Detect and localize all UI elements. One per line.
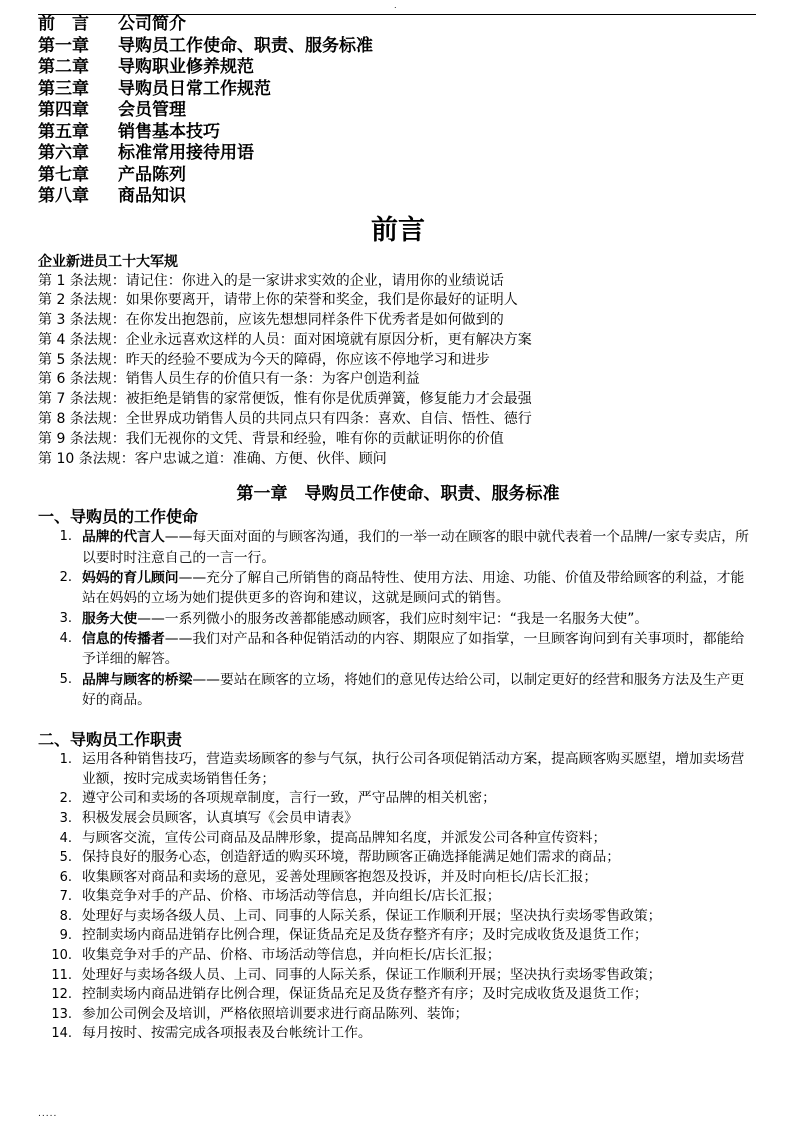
duty-item bbox=[38, 1024, 758, 1044]
item-text: 收集竞争对手的产品、价格、市场活动等信息，并向柜长/店长汇报； bbox=[82, 947, 501, 964]
toc-chapter-number: 第八章 bbox=[38, 186, 89, 206]
item-number: 12. bbox=[51, 987, 72, 1003]
item-number: 5. bbox=[59, 671, 72, 687]
item-text: 控制卖场内商品进销存比例合理，保证货品充足及货存整齐有序；及时完成收货及退货工作； bbox=[82, 986, 648, 1003]
toc-item bbox=[38, 165, 758, 187]
item-text: ——充分了解自己所销售的商品特性、使用方法、用途、功能、价值及带给顾客的利益，才能站在妈妈的立场为她们提供更多的咨询和建议，这就是顾问式的销售。 bbox=[82, 570, 745, 607]
mission-item bbox=[38, 568, 758, 609]
footer-dots: ..... bbox=[38, 1109, 58, 1119]
rule-item: 第 5 条法规：昨天的经验不要成为今天的障碍，你应该不停地学习和进步 bbox=[38, 351, 490, 368]
document-page bbox=[38, 14, 758, 1044]
item-number: 10. bbox=[51, 948, 72, 964]
toc-chapter-number: 第一章 bbox=[38, 35, 89, 56]
toc-chapter-title: 公司简介 bbox=[118, 14, 186, 34]
item-content bbox=[82, 629, 758, 670]
item-number: 7. bbox=[59, 889, 72, 905]
toc-item bbox=[38, 186, 758, 208]
item-content bbox=[82, 609, 758, 629]
rules-heading: 企业新进员工十大军规 bbox=[38, 253, 178, 270]
toc-chapter-number: 前 言 bbox=[38, 14, 89, 34]
mission-item bbox=[38, 609, 758, 629]
item-text: 每月按时、按需完成各项报表及台帐统计工作。 bbox=[82, 1025, 372, 1042]
duty-item bbox=[38, 926, 758, 946]
toc-item bbox=[38, 36, 758, 58]
mission-item bbox=[38, 527, 758, 568]
item-number: 14. bbox=[51, 1026, 72, 1042]
toc-item bbox=[38, 143, 758, 165]
item-text: 收集竞争对手的产品、价格、市场活动等信息，并向组长/店长汇报； bbox=[82, 888, 501, 905]
duty-item bbox=[38, 809, 758, 829]
item-number: 3. bbox=[59, 610, 72, 626]
toc-chapter-title: 产品陈列 bbox=[118, 164, 186, 185]
item-number: 6. bbox=[59, 869, 72, 885]
toc-chapter-title: 导购员工作使命、职责、服务标准 bbox=[118, 35, 373, 56]
section-2-title: 二、导购员工作职责 bbox=[38, 730, 183, 750]
item-term: 妈妈的育儿顾问 bbox=[82, 570, 179, 587]
item-number: 4. bbox=[59, 830, 72, 846]
item-text: ——一系列微小的服务改善都能感动顾客，我们应时刻牢记：“我是一名服务大使”。 bbox=[137, 610, 649, 627]
item-term: 品牌的代言人 bbox=[82, 529, 165, 546]
item-text: 遵守公司和卖场的各项规章制度，言行一致，严守品牌的相关机密； bbox=[82, 790, 496, 807]
item-number: 4. bbox=[59, 630, 72, 646]
item-term: 品牌与顾客的桥梁 bbox=[82, 671, 193, 688]
item-text: 与顾客交流，宣传公司商品及品牌形象，提高品牌知名度，并派发公司各种宣传资料； bbox=[82, 829, 607, 846]
toc-chapter-title: 导购职业修养规范 bbox=[118, 57, 254, 77]
toc-chapter-title: 会员管理 bbox=[118, 100, 186, 120]
duty-list bbox=[38, 750, 758, 1044]
toc-chapter-title: 销售基本技巧 bbox=[118, 121, 220, 142]
duty-item bbox=[38, 887, 758, 907]
mission-item bbox=[38, 629, 758, 670]
item-text: ——要站在顾客的立场，将她们的意见传达给公司，以制定更好的经营和服务方法及生产更好的商品。 bbox=[82, 671, 745, 708]
toc-chapter-title: 商品知识 bbox=[118, 186, 186, 206]
item-term: 信息的传播者 bbox=[82, 630, 165, 647]
preface-title: 前言 bbox=[371, 214, 425, 246]
item-number: 3. bbox=[59, 810, 72, 826]
rule-item: 第 10 条法规：客户忠诚之道：准确、方便、伙伴、顾问 bbox=[38, 450, 387, 467]
duty-item bbox=[38, 750, 758, 789]
item-text: 处理好与卖场各级人员、上司、同事的人际关系，保证工作顺利开展；坚决执行卖场零售政策； bbox=[82, 966, 662, 983]
toc-chapter-number: 第二章 bbox=[38, 57, 89, 77]
item-number: 9. bbox=[59, 928, 72, 944]
item-number: 2. bbox=[59, 791, 72, 807]
toc-chapter-number: 第四章 bbox=[38, 100, 89, 120]
toc-chapter-number: 第七章 bbox=[38, 164, 89, 185]
header-dot: . bbox=[394, 1, 397, 10]
duty-item bbox=[38, 1005, 758, 1025]
item-content bbox=[82, 527, 758, 568]
table-of-contents bbox=[38, 14, 758, 208]
rule-item: 第 1 条法规：请记住：你进入的是一家讲求实效的企业，请用你的业绩说话 bbox=[38, 272, 504, 289]
item-text: 控制卖场内商品进销存比例合理，保证货品充足及货存整齐有序；及时完成收货及退货工作； bbox=[82, 927, 648, 944]
item-text: 保持良好的服务心态，创造舒适的购买环境，帮助顾客正确选择能满足她们需求的商品； bbox=[82, 849, 621, 866]
duty-item bbox=[38, 966, 758, 986]
toc-item bbox=[38, 57, 758, 79]
item-number: 5. bbox=[59, 850, 72, 866]
toc-item bbox=[38, 122, 758, 144]
section-1-title: 一、导购员的工作使命 bbox=[38, 507, 199, 527]
toc-chapter-number: 第三章 bbox=[38, 78, 89, 99]
item-number: 8. bbox=[59, 908, 72, 924]
duty-item bbox=[38, 985, 758, 1005]
item-text: 参加公司例会及培训，严格依照培训要求进行商品陈列、装饰； bbox=[82, 1005, 469, 1022]
item-content bbox=[82, 568, 758, 609]
item-number: 11. bbox=[51, 967, 72, 983]
rule-item: 第 3 条法规：在你发出抱怨前，应该先想想同样条件下优秀者是如何做到的 bbox=[38, 312, 504, 329]
item-text: 收集顾客对商品和卖场的意见，妥善处理顾客抱怨及投诉，并及时向柜长/店长汇报； bbox=[82, 868, 598, 885]
item-text: ——我们对产品和各种促销活动的内容、期限应了如指掌，一旦顾客询问到有关事项时，都能给予详细的解答。 bbox=[82, 630, 745, 668]
rule-item: 第 2 条法规：如果你要离开，请带上你的荣誉和奖金，我们是你最好的证明人 bbox=[38, 292, 518, 309]
item-number: 1. bbox=[59, 752, 72, 768]
rule-item: 第 6 条法规：销售人员生存的价值只有一条：为客户创造利益 bbox=[38, 371, 420, 388]
item-text: 积极发展会员顾客，认真填写《会员申请表》 bbox=[82, 809, 358, 826]
rule-item: 第 8 条法规：全世界成功销售人员的共同点只有四条：喜欢、自信、悟性、德行 bbox=[38, 411, 532, 428]
toc-chapter-title: 导购员日常工作规范 bbox=[118, 78, 271, 99]
rules-list bbox=[38, 272, 758, 470]
rule-item: 第 7 条法规：被拒绝是销售的家常便饭，惟有你是优质弹簧，修复能力才会最强 bbox=[38, 391, 532, 408]
toc-item bbox=[38, 14, 758, 36]
toc-chapter-title: 标准常用接待用语 bbox=[118, 143, 254, 163]
toc-chapter-number: 第五章 bbox=[38, 121, 89, 142]
rule-item: 第 9 条法规：我们无视你的文凭、背景和经验，唯有你的贡献证明你的价值 bbox=[38, 430, 504, 447]
chapter-1-title: 第一章 导购员工作使命、职责、服务标准 bbox=[236, 484, 560, 505]
rule-item: 第 4 条法规：企业永远喜欢这样的人员：面对困境就有原因分析，更有解决方案 bbox=[38, 331, 532, 348]
item-number: 13. bbox=[51, 1006, 72, 1022]
toc-chapter-number: 第六章 bbox=[38, 143, 89, 163]
item-number: 2. bbox=[59, 570, 72, 586]
toc-item bbox=[38, 79, 758, 101]
toc-item bbox=[38, 100, 758, 122]
duty-item bbox=[38, 829, 758, 849]
item-text: ——每天面对面的与顾客沟通，我们的一举一动在顾客的眼中就代表着一个品牌/一家专卖店，所以要时时注意自己的一言一行。 bbox=[82, 529, 749, 566]
duty-item bbox=[38, 848, 758, 868]
duty-item bbox=[38, 789, 758, 809]
item-number: 1. bbox=[59, 529, 72, 545]
item-text: 运用各种销售技巧，营造卖场顾客的参与气氛，执行公司各项促销活动方案，提高顾客购买愿望，增加卖场营业额，按时完成卖场销售任务； bbox=[82, 751, 745, 787]
mission-item bbox=[38, 670, 758, 711]
duty-item bbox=[38, 946, 758, 966]
item-term: 服务大使 bbox=[82, 610, 138, 627]
item-text: 处理好与卖场各级人员、上司、同事的人际关系，保证工作顺利开展；坚决执行卖场零售政策； bbox=[82, 907, 662, 924]
item-content bbox=[82, 670, 758, 711]
duty-item bbox=[38, 868, 758, 888]
mission-list bbox=[38, 527, 758, 710]
duty-item bbox=[38, 907, 758, 927]
